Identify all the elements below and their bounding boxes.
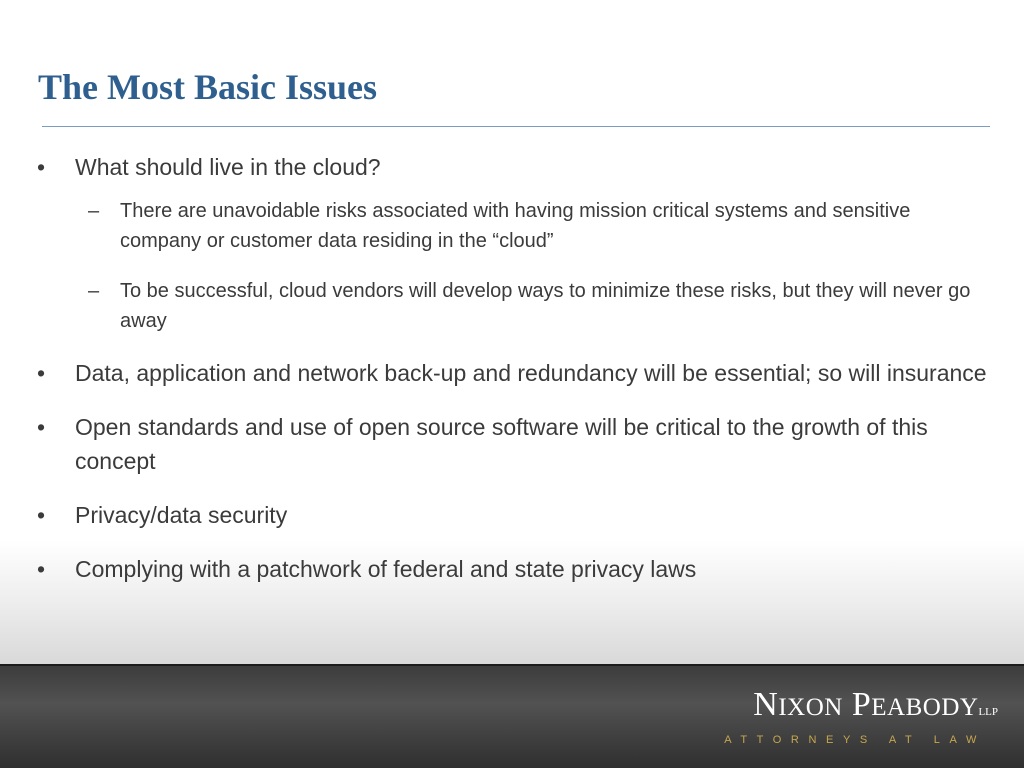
bullet-item	[0, 410, 1024, 478]
sub-bullet-item	[75, 276, 994, 336]
footer-band	[0, 664, 1024, 768]
logo-name-eabody: EABODY	[871, 694, 979, 721]
bullet-text: Open standards and use of open source software will be critical to the growth of this concept	[75, 414, 928, 474]
logo-initial-n: N	[753, 686, 779, 723]
logo-name-ixon: IXON	[778, 694, 843, 721]
logo-wordmark	[724, 688, 998, 729]
sub-bullet-text: To be successful, cloud vendors will develop ways to minimize these risks, but they will never go away	[120, 280, 971, 332]
bullet-marker: •	[37, 414, 46, 440]
logo-tagline: ATTORNEYS AT LAW	[724, 734, 986, 746]
title-divider	[42, 126, 990, 127]
bullet-text: Data, application and network back-up and redundancy will be essential; so will insurance	[75, 360, 987, 386]
bullet-text: Privacy/data security	[75, 502, 288, 528]
slide-title: The Most Basic Issues	[38, 67, 378, 107]
firm-logo	[724, 688, 998, 746]
sub-bullet-marker: –	[88, 280, 100, 302]
sub-bullet-item	[75, 196, 994, 256]
logo-initial-p: P	[851, 686, 872, 723]
bullet-item	[0, 552, 1024, 586]
bullet-marker: •	[37, 502, 46, 528]
sub-bullet-list	[75, 196, 994, 336]
bullet-marker: •	[37, 360, 46, 386]
bullet-list	[0, 150, 1024, 606]
footer-divider	[0, 664, 1024, 666]
bullet-text: Complying with a patchwork of federal and state privacy laws	[75, 556, 697, 582]
bullet-marker: •	[37, 556, 46, 582]
bullet-text: What should live in the cloud?	[75, 154, 381, 180]
bullet-item	[0, 498, 1024, 532]
bullet-marker: •	[37, 154, 46, 180]
logo-llp: LLP	[978, 706, 998, 718]
bullet-item	[0, 150, 1024, 336]
bullet-item	[0, 356, 1024, 390]
sub-bullet-marker: –	[88, 200, 100, 222]
sub-bullet-text: There are unavoidable risks associated with having mission critical systems and sensitive company or customer data residing in the “cloud”	[120, 200, 911, 252]
